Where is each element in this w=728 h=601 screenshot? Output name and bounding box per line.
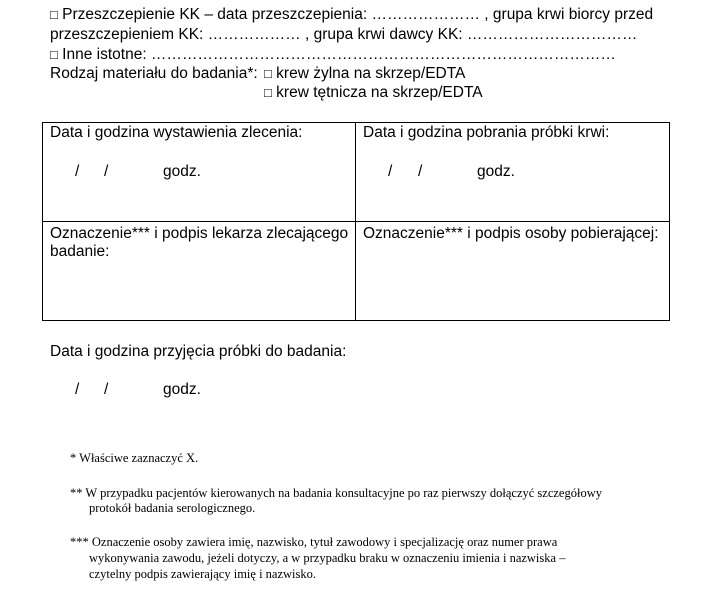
donor-blood-group-line: przeszczepieniem KK: ……………… , grupa krwi dawcy KK: …………………………… bbox=[50, 26, 638, 43]
sample-reception-datetime-label: Data i godzina przyjęcia próbki do badania: bbox=[50, 343, 347, 360]
reception-time-label: godz. bbox=[163, 381, 201, 398]
footnote-3-line-1: *** Oznaczenie osoby zawiera imię, nazwisko, tytuł zawodowy i specjalizację oraz numer prawa bbox=[70, 535, 558, 549]
option-venous-blood bbox=[264, 65, 465, 83]
table-divider-horizontal bbox=[42, 221, 670, 222]
order-time-label: godz. bbox=[163, 163, 201, 180]
footnote-3-line-2: wykonywania zawodu, jeżeli dotyczy, a w przypadku braku w oznaczeniu imienia i nazwiska – bbox=[89, 551, 566, 565]
sample-collection-datetime-label: Data i godzina pobrania próbki krwi: bbox=[363, 124, 610, 141]
transplant-date-label: Przeszczepienie KK – data przeszczepienia: ………………… , bbox=[62, 6, 489, 23]
other-relevant-line bbox=[50, 46, 616, 64]
order-date-slash-1: / bbox=[75, 163, 80, 180]
venous-blood-label: krew żylna na skrzep/EDTA bbox=[276, 65, 466, 82]
ordering-physician-signature-label: Oznaczenie*** i podpis lekarza zlecającego badanie: bbox=[50, 225, 349, 260]
arterial-blood-label: krew tętnicza na skrzep/EDTA bbox=[276, 84, 483, 101]
collector-signature-label: Oznaczenie*** i podpis osoby pobierającej: bbox=[363, 225, 659, 242]
order-date-slash-2: / bbox=[104, 163, 109, 180]
recipient-blood-group-label: grupa krwi biorcy przed bbox=[492, 6, 654, 23]
checkbox-transplant[interactable]: □ bbox=[50, 7, 58, 22]
reception-date-slash-2: / bbox=[104, 381, 109, 398]
material-type-label: Rodzaj materiału do badania*: bbox=[50, 65, 258, 82]
footnote-3-line-3: czytelny podpis zawierający imię i nazwisko. bbox=[89, 567, 317, 581]
order-issue-datetime-label: Data i godzina wystawienia zlecenia: bbox=[50, 124, 303, 141]
footnote-2-line-1: ** W przypadku pacjentów kierowanych na badania konsultacyjne po raz pierwszy dołączyć szczegółowy bbox=[70, 486, 602, 500]
collection-time-label: godz. bbox=[477, 163, 515, 180]
other-relevant-label: Inne istotne: ……………………………………………………………………………… bbox=[62, 46, 616, 63]
checkbox-venous-blood[interactable]: □ bbox=[264, 66, 272, 81]
checkbox-other[interactable]: □ bbox=[50, 47, 58, 62]
reception-date-slash-1: / bbox=[75, 381, 80, 398]
option-arterial-blood bbox=[264, 84, 483, 102]
footnote-1: * Właściwe zaznaczyć X. bbox=[70, 451, 199, 465]
footnote-2-line-2: protokół badania serologicznego. bbox=[89, 501, 256, 515]
transplant-line bbox=[50, 6, 653, 24]
collection-date-slash-1: / bbox=[388, 163, 393, 180]
checkbox-arterial-blood[interactable]: □ bbox=[264, 85, 272, 100]
collection-date-slash-2: / bbox=[418, 163, 423, 180]
